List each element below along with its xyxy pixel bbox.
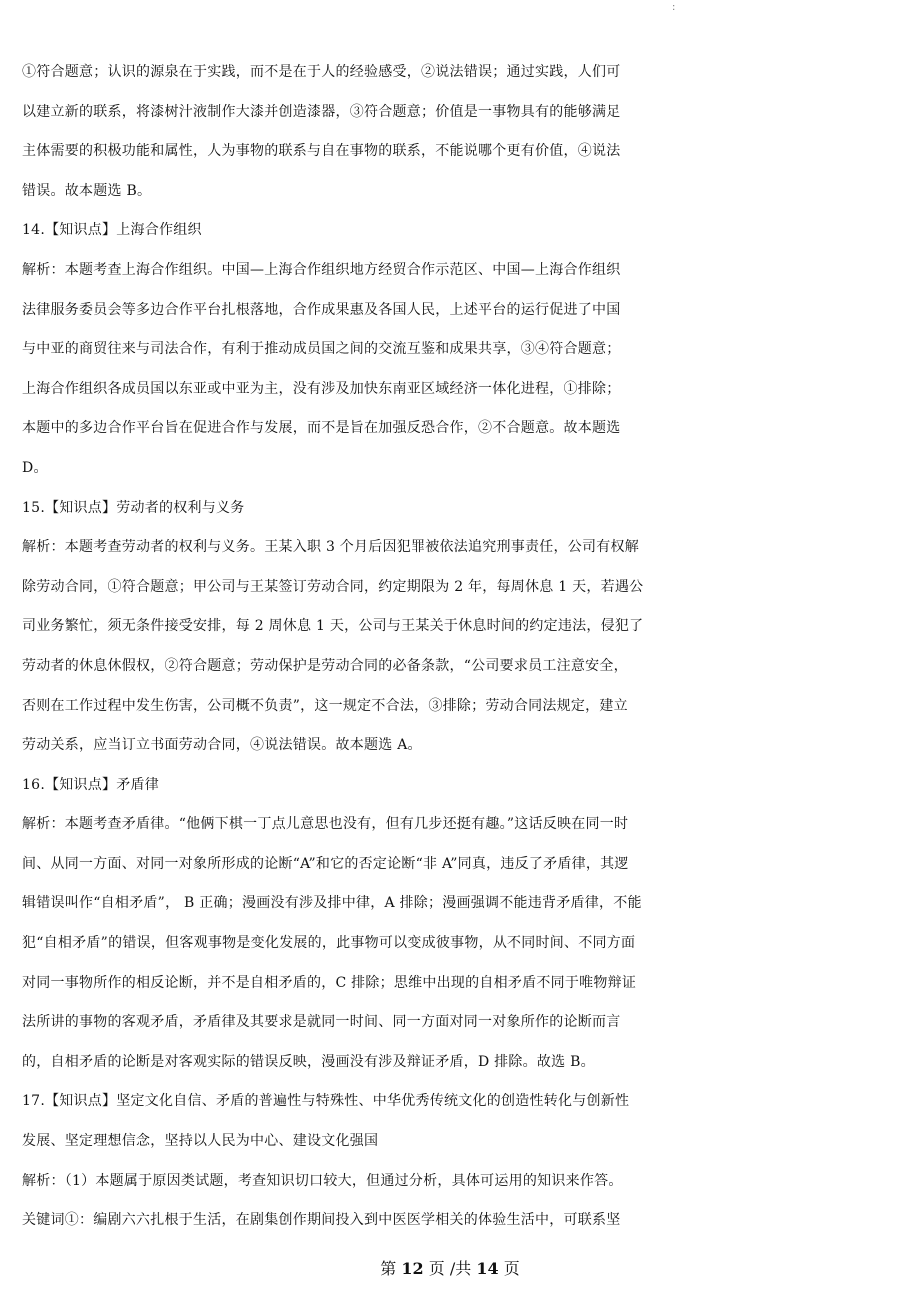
text-line: 17.【知识点】坚定文化自信、矛盾的普遍性与特殊性、中华优秀传统文化的创造性转化与创新性 [22,1093,630,1110]
text-line: 的，自相矛盾的论断是对客观实际的错误反映，漫画没有涉及辩证矛盾，D 排除。故选 B。 [22,1053,595,1070]
text-line: 错误。故本题选 B。 [22,182,152,199]
text-line: 除劳动合同，①符合题意；甲公司与王某签订劳动合同，约定期限为 2 年，每周休息 1 天，若遇公 [22,578,644,595]
text-line: 劳动者的休息休假权，②符合题意；劳动保护是劳动合同的必备条款，“公司要求员工注意安全， [22,657,628,674]
page-footer [0,1256,900,1279]
text-line: 犯“自相矛盾”的错误，但客观事物是变化发展的，此事物可以变成彼事物，从不同时间、不同方面 [22,935,636,952]
text-line: 否则在工作过程中发生伤害，公司概不负责”，这一规定不合法，③排除；劳动合同法规定，建立 [22,697,628,714]
text-line: 法所讲的事物的客观矛盾，矛盾律及其要求是就同一时间、同一方面对同一对象所作的论断而言 [22,1014,621,1031]
text-line: 对同一事物所作的相反论断，并不是自相矛盾的，C 排除；思维中出现的自相矛盾不同于唯物辩证 [22,974,637,991]
text-line: 司业务繁忙，须无条件接受安排，每 2 周休息 1 天，公司与王某关于休息时间的约定违法，侵犯了 [22,618,644,635]
footer-mid: 页 /共 [428,1259,472,1278]
text-line: 14.【知识点】上海合作组织 [22,222,202,239]
text-line: 本题中的多边合作平台旨在促进合作与发展，而不是旨在加强反恐合作，②不合题意。故本题选 [22,420,621,437]
footer-prefix: 第 [380,1259,397,1278]
footer-total-pages: 14 [476,1259,499,1278]
text-line: D。 [22,459,48,476]
text-line: 解析：本题考查矛盾律。“他俩下棋一丁点儿意思也没有，但有几步还挺有趣。”这话反映在同一时 [22,816,629,833]
text-line: 上海合作组织各成员国以东亚或中亚为主，没有涉及加快东南亚区域经济一体化进程，①排除； [22,380,621,397]
text-line: 解析：（1）本题属于原因类试题，考查知识切口较大，但通过分析，具体可运用的知识来作答。 [22,1172,623,1189]
text-line: 发展、坚定理想信念，坚持以人民为中心、建设文化强国 [22,1133,379,1150]
footer-suffix: 页 [503,1259,520,1278]
text-line: 关键词①：编剧六六扎根于生活，在剧集创作期间投入到中医医学相关的体验生活中，可联系坚 [22,1212,621,1229]
text-line: ①符合题意；认识的源泉在于实践，而不是在于人的经验感受，②说法错误；通过实践，人们可 [22,64,621,80]
text-line: 法律服务委员会等多边合作平台扎根落地，合作成果惠及各国人民，上述平台的运行促进了中国 [22,301,621,318]
text-line: 主体需要的积极功能和属性，人为事物的联系与自在事物的联系，不能说哪个更有价值，④说法 [22,143,621,160]
document-body [22,53,882,1241]
text-line: 以建立新的联系，将漆树汁液制作大漆并创造漆器，③符合题意；价值是一事物具有的能够满足 [22,103,621,120]
text-line: 间、从同一方面、对同一对象所形成的论断“A”和它的否定论断“非 A”同真，违反了矛盾律，其逻 [22,855,629,872]
footer-current-page: 12 [401,1259,424,1278]
top-mark: : [672,2,676,13]
text-line: 解析：本题考查劳动者的权利与义务。王某入职 3 个月后因犯罪被依法追究刑事责任，公司有权解 [22,539,640,556]
text-line: 15.【知识点】劳动者的权利与义务 [22,499,245,516]
text-line: 16.【知识点】矛盾律 [22,776,160,793]
text-line: 劳动关系，应当订立书面劳动合同，④说法错误。故本题选 A。 [22,737,422,754]
text-line: 辑错误叫作“自相矛盾”， B 正确；漫画没有涉及排中律，A 排除；漫画强调不能违背矛盾律，不能 [22,895,642,912]
text-line: 解析：本题考查上海合作组织。中国—上海合作组织地方经贸合作示范区、中国—上海合作组织 [22,261,621,278]
text-line: 与中亚的商贸往来与司法合作，有利于推动成员国之间的交流互鉴和成果共享，③④符合题意； [22,341,621,358]
